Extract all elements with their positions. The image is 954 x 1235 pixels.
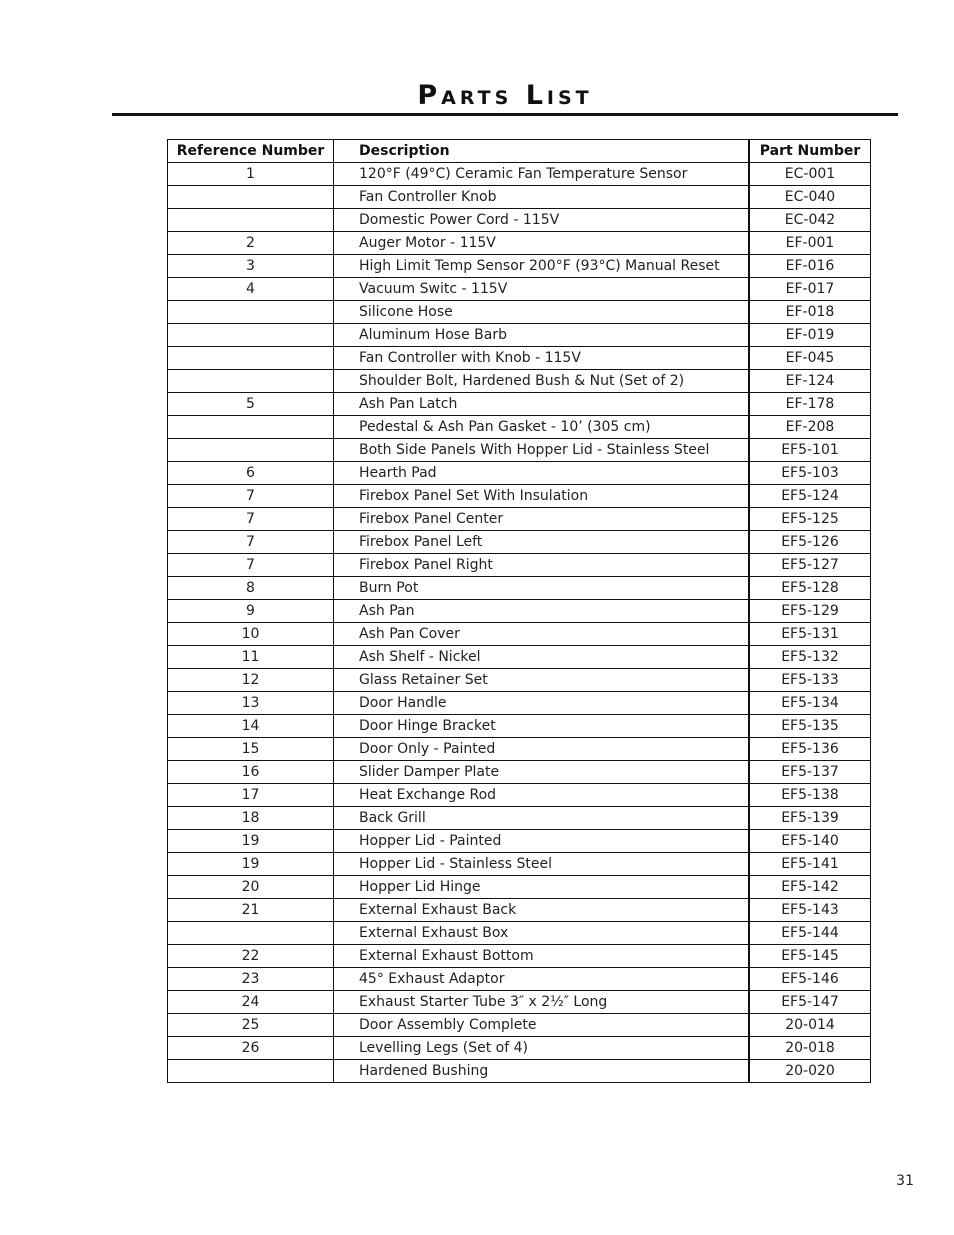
table-row: [168, 554, 871, 577]
table-row: [168, 945, 871, 968]
reference-number-cell: [168, 324, 334, 347]
description-cell: Fan Controller with Knob - 115V: [334, 347, 750, 370]
reference-number-cell: 8: [168, 577, 334, 600]
table-row: [168, 876, 871, 899]
table-header-row: [168, 140, 871, 163]
part-number-cell: EF5-125: [749, 508, 871, 531]
table-row: [168, 623, 871, 646]
reference-number-cell: 19: [168, 853, 334, 876]
reference-number-cell: 15: [168, 738, 334, 761]
parts-table: [167, 139, 871, 1083]
part-number-cell: 20-014: [749, 1014, 871, 1037]
description-cell: Shoulder Bolt, Hardened Bush & Nut (Set of 2): [334, 370, 750, 393]
description-cell: Hopper Lid Hinge: [334, 876, 750, 899]
table-row: [168, 761, 871, 784]
description-cell: Vacuum Switc - 115V: [334, 278, 750, 301]
part-number-cell: EF5-127: [749, 554, 871, 577]
table-row: [168, 991, 871, 1014]
part-number-cell: EF5-135: [749, 715, 871, 738]
part-number-cell: EF-001: [749, 232, 871, 255]
description-cell: Auger Motor - 115V: [334, 232, 750, 255]
part-number-cell: EF5-140: [749, 830, 871, 853]
description-cell: Heat Exchange Rod: [334, 784, 750, 807]
part-number-cell: EF5-141: [749, 853, 871, 876]
table-row: [168, 715, 871, 738]
table-row: [168, 186, 871, 209]
part-number-cell: EF-017: [749, 278, 871, 301]
table-row: [168, 646, 871, 669]
part-number-cell: EF5-103: [749, 462, 871, 485]
description-cell: Door Handle: [334, 692, 750, 715]
table-row: [168, 577, 871, 600]
reference-number-cell: [168, 209, 334, 232]
part-number-cell: EF-019: [749, 324, 871, 347]
table-row: [168, 738, 871, 761]
part-number-cell: EF5-101: [749, 439, 871, 462]
reference-number-cell: 7: [168, 508, 334, 531]
description-cell: High Limit Temp Sensor 200°F (93°C) Manual Reset: [334, 255, 750, 278]
table-row: [168, 600, 871, 623]
table-row: [168, 255, 871, 278]
description-cell: Hopper Lid - Stainless Steel: [334, 853, 750, 876]
reference-number-cell: 5: [168, 393, 334, 416]
part-number-cell: EF5-124: [749, 485, 871, 508]
part-number-cell: EF5-133: [749, 669, 871, 692]
table-row: [168, 209, 871, 232]
table-row: [168, 1037, 871, 1060]
description-cell: Fan Controller Knob: [334, 186, 750, 209]
table-row: [168, 1060, 871, 1083]
description-cell: Slider Damper Plate: [334, 761, 750, 784]
reference-number-cell: 13: [168, 692, 334, 715]
table-row: [168, 899, 871, 922]
table-row: [168, 485, 871, 508]
reference-number-cell: 4: [168, 278, 334, 301]
description-cell: Door Only - Painted: [334, 738, 750, 761]
part-number-cell: EF-208: [749, 416, 871, 439]
table-row: [168, 968, 871, 991]
table-row: [168, 439, 871, 462]
part-number-cell: EF-124: [749, 370, 871, 393]
part-number-cell: EF5-143: [749, 899, 871, 922]
reference-number-cell: 14: [168, 715, 334, 738]
description-cell: Aluminum Hose Barb: [334, 324, 750, 347]
part-number-cell: EF5-142: [749, 876, 871, 899]
part-number-cell: EF5-128: [749, 577, 871, 600]
reference-number-cell: 16: [168, 761, 334, 784]
title-divider: [112, 113, 898, 116]
header-description: Description: [334, 140, 750, 163]
description-cell: Firebox Panel Right: [334, 554, 750, 577]
reference-number-cell: 22: [168, 945, 334, 968]
description-cell: Door Hinge Bracket: [334, 715, 750, 738]
part-number-cell: EF5-145: [749, 945, 871, 968]
table-row: [168, 393, 871, 416]
part-number-cell: EF5-144: [749, 922, 871, 945]
table-row: [168, 370, 871, 393]
description-cell: Levelling Legs (Set of 4): [334, 1037, 750, 1060]
part-number-cell: 20-020: [749, 1060, 871, 1083]
table-row: [168, 1014, 871, 1037]
table-row: [168, 531, 871, 554]
reference-number-cell: 25: [168, 1014, 334, 1037]
part-number-cell: EF-018: [749, 301, 871, 324]
description-cell: Back Grill: [334, 807, 750, 830]
table-row: [168, 232, 871, 255]
table-row: [168, 508, 871, 531]
reference-number-cell: [168, 416, 334, 439]
description-cell: Firebox Panel Center: [334, 508, 750, 531]
part-number-cell: EF5-126: [749, 531, 871, 554]
part-number-cell: EF5-146: [749, 968, 871, 991]
description-cell: 45° Exhaust Adaptor: [334, 968, 750, 991]
description-cell: Ash Pan Cover: [334, 623, 750, 646]
description-cell: Firebox Panel Set With Insulation: [334, 485, 750, 508]
description-cell: Hopper Lid - Painted: [334, 830, 750, 853]
reference-number-cell: 26: [168, 1037, 334, 1060]
reference-number-cell: [168, 439, 334, 462]
table-row: [168, 278, 871, 301]
page-number: 31: [896, 1173, 914, 1189]
table-row: [168, 347, 871, 370]
description-cell: Ash Pan Latch: [334, 393, 750, 416]
part-number-cell: EF5-129: [749, 600, 871, 623]
description-cell: Burn Pot: [334, 577, 750, 600]
description-cell: Exhaust Starter Tube 3″ x 2½″ Long: [334, 991, 750, 1014]
reference-number-cell: 18: [168, 807, 334, 830]
description-cell: Firebox Panel Left: [334, 531, 750, 554]
part-number-cell: EF5-134: [749, 692, 871, 715]
description-cell: Hardened Bushing: [334, 1060, 750, 1083]
reference-number-cell: 11: [168, 646, 334, 669]
reference-number-cell: 7: [168, 531, 334, 554]
part-number-cell: EF-178: [749, 393, 871, 416]
table-row: [168, 324, 871, 347]
part-number-cell: EF5-137: [749, 761, 871, 784]
description-cell: Ash Pan: [334, 600, 750, 623]
part-number-cell: EC-001: [749, 163, 871, 186]
description-cell: External Exhaust Back: [334, 899, 750, 922]
part-number-cell: EF5-131: [749, 623, 871, 646]
part-number-cell: EC-040: [749, 186, 871, 209]
description-cell: Pedestal & Ash Pan Gasket - 10’ (305 cm): [334, 416, 750, 439]
description-cell: Door Assembly Complete: [334, 1014, 750, 1037]
reference-number-cell: 17: [168, 784, 334, 807]
reference-number-cell: 19: [168, 830, 334, 853]
reference-number-cell: 23: [168, 968, 334, 991]
header-reference-number: Reference Number: [168, 140, 334, 163]
parts-table-body: [168, 163, 871, 1083]
part-number-cell: EF5-138: [749, 784, 871, 807]
reference-number-cell: [168, 347, 334, 370]
description-cell: Domestic Power Cord - 115V: [334, 209, 750, 232]
part-number-cell: EF5-147: [749, 991, 871, 1014]
table-row: [168, 922, 871, 945]
description-cell: Ash Shelf - Nickel: [334, 646, 750, 669]
table-row: [168, 416, 871, 439]
table-row: [168, 830, 871, 853]
reference-number-cell: 2: [168, 232, 334, 255]
table-row: [168, 669, 871, 692]
description-cell: 120°F (49°C) Ceramic Fan Temperature Sensor: [334, 163, 750, 186]
description-cell: Silicone Hose: [334, 301, 750, 324]
reference-number-cell: 9: [168, 600, 334, 623]
part-number-cell: EF5-132: [749, 646, 871, 669]
reference-number-cell: 21: [168, 899, 334, 922]
table-row: [168, 301, 871, 324]
reference-number-cell: 7: [168, 554, 334, 577]
part-number-cell: 20-018: [749, 1037, 871, 1060]
page-title: Parts List: [417, 80, 593, 111]
reference-number-cell: 20: [168, 876, 334, 899]
part-number-cell: EF5-139: [749, 807, 871, 830]
reference-number-cell: 10: [168, 623, 334, 646]
reference-number-cell: 7: [168, 485, 334, 508]
reference-number-cell: 24: [168, 991, 334, 1014]
table-row: [168, 853, 871, 876]
reference-number-cell: [168, 922, 334, 945]
table-row: [168, 692, 871, 715]
reference-number-cell: 1: [168, 163, 334, 186]
description-cell: External Exhaust Bottom: [334, 945, 750, 968]
description-cell: Glass Retainer Set: [334, 669, 750, 692]
part-number-cell: EC-042: [749, 209, 871, 232]
reference-number-cell: [168, 370, 334, 393]
reference-number-cell: [168, 186, 334, 209]
header-part-number: Part Number: [749, 140, 871, 163]
table-row: [168, 784, 871, 807]
table-row: [168, 462, 871, 485]
part-number-cell: EF-016: [749, 255, 871, 278]
reference-number-cell: [168, 301, 334, 324]
description-cell: Both Side Panels With Hopper Lid - Stainless Steel: [334, 439, 750, 462]
reference-number-cell: 12: [168, 669, 334, 692]
part-number-cell: EF-045: [749, 347, 871, 370]
reference-number-cell: 3: [168, 255, 334, 278]
table-row: [168, 163, 871, 186]
reference-number-cell: [168, 1060, 334, 1083]
part-number-cell: EF5-136: [749, 738, 871, 761]
description-cell: External Exhaust Box: [334, 922, 750, 945]
description-cell: Hearth Pad: [334, 462, 750, 485]
reference-number-cell: 6: [168, 462, 334, 485]
table-row: [168, 807, 871, 830]
